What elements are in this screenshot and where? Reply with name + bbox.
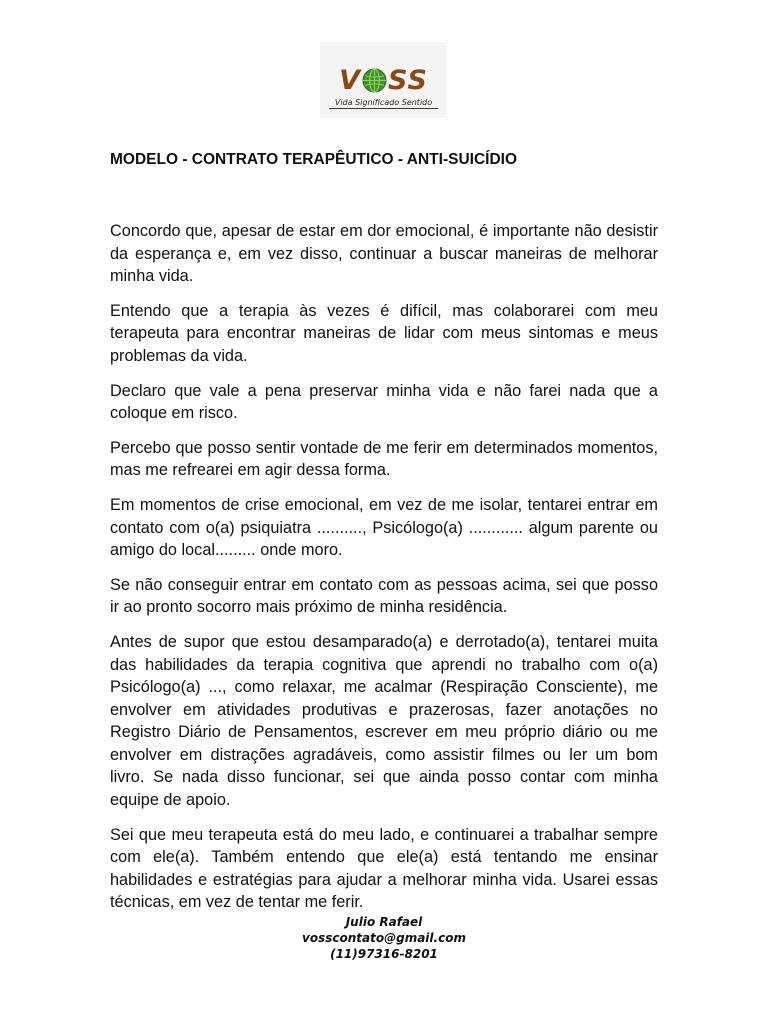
- logo-divider: [329, 108, 438, 109]
- footer-phone: (11)97316-8201: [330, 947, 438, 961]
- logo-letters-ss: SS: [387, 64, 428, 96]
- globe-icon: [362, 68, 387, 93]
- paragraph: Se não conseguir entrar em contato com as pessoas acima, sei que posso ir ao pronto socorro mais próximo de minha residência.: [110, 575, 658, 617]
- logo-wordmark: [320, 60, 447, 100]
- paragraph: Concordo que, apesar de estar em dor emocional, é importante não desistir da esperança e, em vez disso, continuar a buscar maneiras de melhorar minha vida.: [110, 222, 658, 286]
- paragraph: Declaro que vale a pena preservar minha vida e não farei nada que a coloque em risco.: [110, 381, 658, 423]
- paragraph: Sei que meu terapeuta está do meu lado, e continuarei a trabalhar sempre com ele(a). Também entendo que ele(a) está tentando me ensinar habilidades e estratégias para ajudar a melhorar minha vida. Usarei essas técnicas, em vez de tentar me ferir.: [110, 825, 658, 912]
- footer-contact: [234, 914, 534, 962]
- paragraph: Entendo que a terapia às vezes é difícil, mas colaborarei com meu terapeuta para encontrar maneiras de lidar com meus sintomas e meus problemas da vida.: [110, 301, 658, 365]
- footer-name: Julio Rafael: [345, 915, 423, 929]
- logo-tagline: Vida Significado Sentido: [334, 98, 433, 107]
- logo-letter-v: V: [339, 64, 361, 96]
- document-title: MODELO - CONTRATO TERAPÊUTICO - ANTI-SUICÍDIO: [110, 151, 518, 168]
- document-body: [110, 220, 658, 926]
- voss-logo: [320, 42, 447, 118]
- paragraph: Em momentos de crise emocional, em vez de me isolar, tentarei entrar em contato com o(a) psiquiatra .........., Psicólogo(a) ............ algum parente ou amigo do local......... onde moro.: [110, 495, 658, 560]
- footer-email: vosscontato@gmail.com: [302, 931, 466, 945]
- paragraph: Percebo que posso sentir vontade de me ferir em determinados momentos, mas me refrearei em agir dessa forma.: [110, 438, 658, 480]
- paragraph: Antes de supor que estou desamparado(a) e derrotado(a), tentarei muita das habilidades da terapia cognitiva que aprendi no trabalho com o(a) Psicólogo(a) ..., como relaxar, me acalmar (Respiração Consciente), me envolver em atividades produtivas e prazerosas, fazer anotações no Registro Diário de Pensamentos, escrever em meu próprio diário ou me envolver em distrações agradáveis, como assistir filmes ou ler um bom livro. Se nada disso funcionar, sei que ainda posso contar com minha equipe de apoio.: [110, 632, 658, 810]
